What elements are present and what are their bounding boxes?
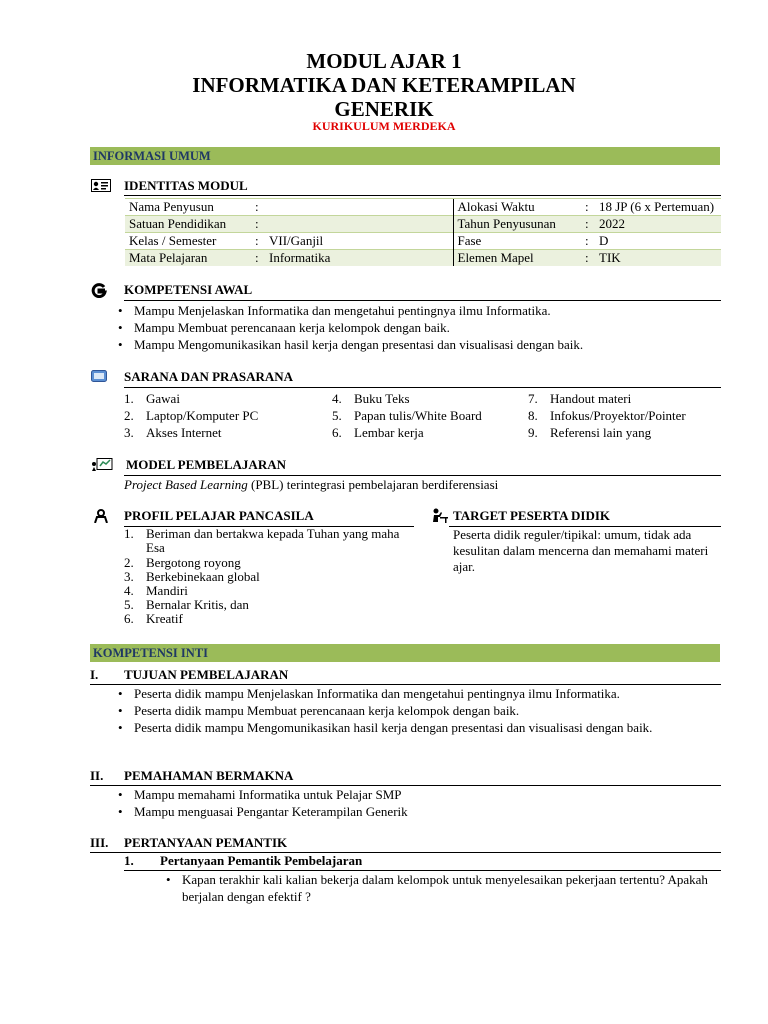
pemahaman-list — [110, 786, 710, 820]
item-text: Lembar kerja — [354, 425, 424, 440]
ident-colon: : — [251, 233, 265, 250]
whiteboard-icon — [91, 458, 113, 472]
pemahaman-heading: PEMAHAMAN BERMAKNA — [124, 768, 294, 783]
item-number: 3. — [124, 569, 134, 584]
item-text: Berkebinekaan global — [146, 569, 260, 584]
profil-item — [124, 598, 404, 612]
sarana-item — [528, 408, 686, 424]
model-rest: (PBL) terintegrasi pembelajaran berdiferensiasi — [247, 477, 499, 492]
list-item: • Kapan terakhir kali kalian bekerja dalam kelompok untuk menyelesaikan pekerjaan tertentu? Apakah berjalan dengan efektif ? — [158, 871, 718, 905]
list-item: • Mampu Mengomunikasikan hasil kerja dengan presentasi dan visualisasi dengan baik. — [110, 336, 720, 353]
sarana-item — [124, 425, 221, 441]
devices-icon — [91, 370, 107, 383]
profil-item — [124, 612, 404, 626]
ident-colon: : — [251, 199, 265, 216]
ident-value: D — [595, 233, 721, 250]
identitas-row — [125, 233, 721, 250]
item-text: Referensi lain yang — [550, 425, 652, 440]
title-line-2: INFORMATIKA DAN KETERAMPILAN — [192, 73, 576, 97]
sarana-item — [528, 391, 631, 407]
person-icon — [93, 509, 109, 523]
ident-value — [265, 199, 453, 216]
profil-item — [124, 570, 404, 584]
sarana-item — [528, 425, 651, 441]
ident-label: Satuan Pendidikan — [125, 216, 251, 233]
item-number: 6. — [124, 611, 134, 626]
identitas-row — [125, 250, 721, 267]
ident-colon: : — [251, 250, 265, 267]
ident-label: Elemen Mapel — [453, 250, 581, 267]
sarana-item — [332, 408, 482, 424]
sarana-item — [332, 425, 424, 441]
item-number: 2. — [124, 555, 134, 570]
target-heading: TARGET PESERTA DIDIK — [453, 508, 611, 523]
ident-colon: : — [581, 250, 595, 267]
item-number: 3. — [124, 425, 134, 440]
item-number: 1. — [124, 391, 134, 406]
ident-label: Fase — [453, 233, 581, 250]
list-item: • Mampu Membuat perencanaan kerja kelompok dengan baik. — [110, 319, 720, 336]
identitas-table — [125, 198, 721, 266]
tujuan-number: I. — [90, 667, 99, 682]
pertanyaan-list — [158, 871, 718, 905]
item-text: Gawai — [146, 391, 180, 406]
sarana-item — [332, 391, 410, 407]
section-band-informasi-umum: INFORMASI UMUM — [90, 147, 720, 165]
tujuan-list — [110, 685, 710, 736]
list-item: • Mampu menguasai Pengantar Keterampilan Generik — [110, 803, 710, 820]
pertanyaan-sub-heading: Pertanyaan Pemantik Pembelajaran — [160, 853, 363, 868]
ident-value: Informatika — [265, 250, 453, 267]
item-text: Buku Teks — [354, 391, 410, 406]
section-band-kompetensi-inti: KOMPETENSI INTI — [90, 644, 720, 662]
list-item: • Peserta didik mampu Mengomunikasikan hasil kerja dengan presentasi dan visualisasi dengan baik. — [110, 719, 710, 736]
ident-colon: : — [581, 233, 595, 250]
ident-label: Kelas / Semester — [125, 233, 251, 250]
item-text: Infokus/Proyektor/Pointer — [550, 408, 686, 423]
list-item: • Mampu memahami Informatika untuk Pelajar SMP — [110, 786, 710, 803]
model-heading: MODEL PEMBELAJARAN — [126, 457, 286, 472]
item-number: 6. — [332, 425, 342, 440]
list-item: • Peserta didik mampu Menjelaskan Informatika dan mengetahui pentingnya ilmu Informatika. — [110, 685, 710, 702]
item-number: 9. — [528, 425, 538, 440]
pemahaman-number: II. — [90, 768, 104, 783]
teacher-icon — [432, 508, 448, 523]
profil-item — [124, 556, 404, 570]
pertanyaan-number: III. — [90, 835, 109, 850]
item-text: Handout materi — [550, 391, 632, 406]
title-line-3: GENERIK — [334, 97, 434, 121]
ident-value — [265, 216, 453, 233]
ident-colon: : — [581, 216, 595, 233]
kompetensi-awal-list — [110, 302, 720, 353]
identitas-row — [125, 216, 721, 233]
item-number: 7. — [528, 391, 538, 406]
item-number: 2. — [124, 408, 134, 423]
identitas-row — [125, 199, 721, 216]
sarana-item — [124, 391, 180, 407]
item-number: 5. — [124, 597, 134, 612]
item-text: Kreatif — [146, 611, 183, 626]
ident-value: 18 JP (6 x Pertemuan) — [595, 199, 721, 216]
model-italic: Project Based Learning — [124, 477, 248, 492]
item-number: 1. — [124, 526, 134, 541]
ident-colon: : — [251, 216, 265, 233]
ident-label: Tahun Penyusunan — [453, 216, 581, 233]
ident-label: Mata Pelajaran — [125, 250, 251, 267]
ident-value: TIK — [595, 250, 721, 267]
item-number: 4. — [124, 583, 134, 598]
ident-value: 2022 — [595, 216, 721, 233]
ident-colon: : — [581, 199, 595, 216]
id-card-icon — [91, 179, 111, 192]
ident-label: Nama Penyusun — [125, 199, 251, 216]
item-number: 4. — [332, 391, 342, 406]
title-line-1: MODUL AJAR 1 — [306, 49, 462, 73]
kompetensi-awal-rule — [124, 300, 721, 301]
sarana-item — [124, 408, 258, 424]
item-text: Papan tulis/White Board — [354, 408, 482, 423]
identitas-heading: IDENTITAS MODUL — [124, 178, 248, 193]
item-text: Mandiri — [146, 583, 188, 598]
ident-label: Alokasi Waktu — [453, 199, 581, 216]
item-number: 8. — [528, 408, 538, 423]
kompetensi-awal-heading: KOMPETENSI AWAL — [124, 282, 253, 297]
item-text: Laptop/Komputer PC — [146, 408, 259, 423]
model-text — [124, 476, 498, 493]
profil-heading: PROFIL PELAJAR PANCASILA — [124, 508, 314, 523]
profil-item — [124, 527, 404, 555]
target-text: Peserta didik reguler/tipikal: umum, tidak ada kesulitan dalam mencerna dan memahami materi ajar. — [453, 527, 709, 574]
subtitle: KURIKULUM MERDEKA — [312, 119, 456, 133]
profil-item — [124, 584, 404, 598]
sarana-rule — [124, 387, 721, 388]
pertanyaan-sub-number: 1. — [124, 853, 134, 868]
tujuan-heading: TUJUAN PEMBELAJARAN — [124, 667, 289, 682]
sarana-heading: SARANA DAN PRASARANA — [124, 369, 294, 384]
g-logo-icon — [91, 283, 107, 298]
item-text: Beriman dan bertakwa kepada Tuhan yang maha Esa — [146, 526, 400, 555]
ident-value: VII/Ganjil — [265, 233, 453, 250]
identitas-rule — [124, 195, 721, 196]
item-text: Bergotong royong — [146, 555, 241, 570]
list-item: • Peserta didik mampu Membuat perencanaan kerja kelompok dengan baik. — [110, 702, 710, 719]
pertanyaan-heading: PERTANYAAN PEMANTIK — [124, 835, 288, 850]
item-number: 5. — [332, 408, 342, 423]
item-text: Akses Internet — [146, 425, 222, 440]
list-item: • Mampu Menjelaskan Informatika dan mengetahui pentingnya ilmu Informatika. — [110, 302, 720, 319]
item-text: Bernalar Kritis, dan — [146, 597, 249, 612]
